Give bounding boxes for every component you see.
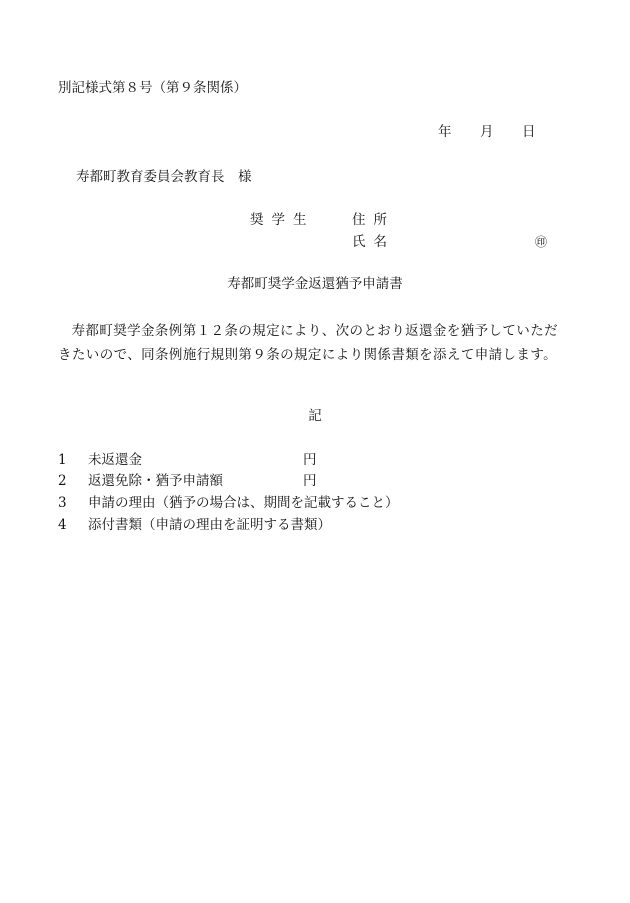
item-unit: 円 <box>303 473 317 489</box>
document-title: 寿都町奨学金返還猶予申請書 <box>227 276 403 292</box>
item-number: 1 <box>58 452 67 468</box>
item-number: 2 <box>58 473 67 489</box>
body-paragraph: 寿都町奨学金条例第１２条の規定により、次のとおり返還金を猶予していただきたいので、同条例施行規則第９条の規定により関係書類を添えて申請します。 <box>58 323 558 363</box>
name-label: 氏名 <box>352 234 395 250</box>
date-day-label: 日 <box>522 124 536 140</box>
ki-heading: 記 <box>308 408 322 424</box>
list-item <box>58 497 399 511</box>
address-label: 住所 <box>352 212 395 228</box>
list-item <box>58 473 317 489</box>
date-month-label: 月 <box>480 124 494 140</box>
applicant-role-label: 奨学生 <box>250 212 315 228</box>
list-item <box>58 452 317 468</box>
item-label: 添付書類（申請の理由を証明する書類） <box>88 517 331 533</box>
item-label: 未返還金 <box>88 452 142 468</box>
seal-icon: ㊞ <box>535 235 548 249</box>
item-unit: 円 <box>303 452 317 468</box>
item-label: 申請の理由（猶予の場合は、期間を記載すること） <box>88 495 399 511</box>
list-item <box>58 519 331 533</box>
recipient: 寿都町教育委員会教育長 様 <box>76 169 252 185</box>
item-number: 4 <box>58 517 67 533</box>
date-year-label: 年 <box>438 124 452 140</box>
form-number: 別記様式第８号（第９条関係） <box>58 80 247 96</box>
item-number: 3 <box>58 495 67 511</box>
item-label: 返還免除・猶予申請額 <box>88 473 223 489</box>
